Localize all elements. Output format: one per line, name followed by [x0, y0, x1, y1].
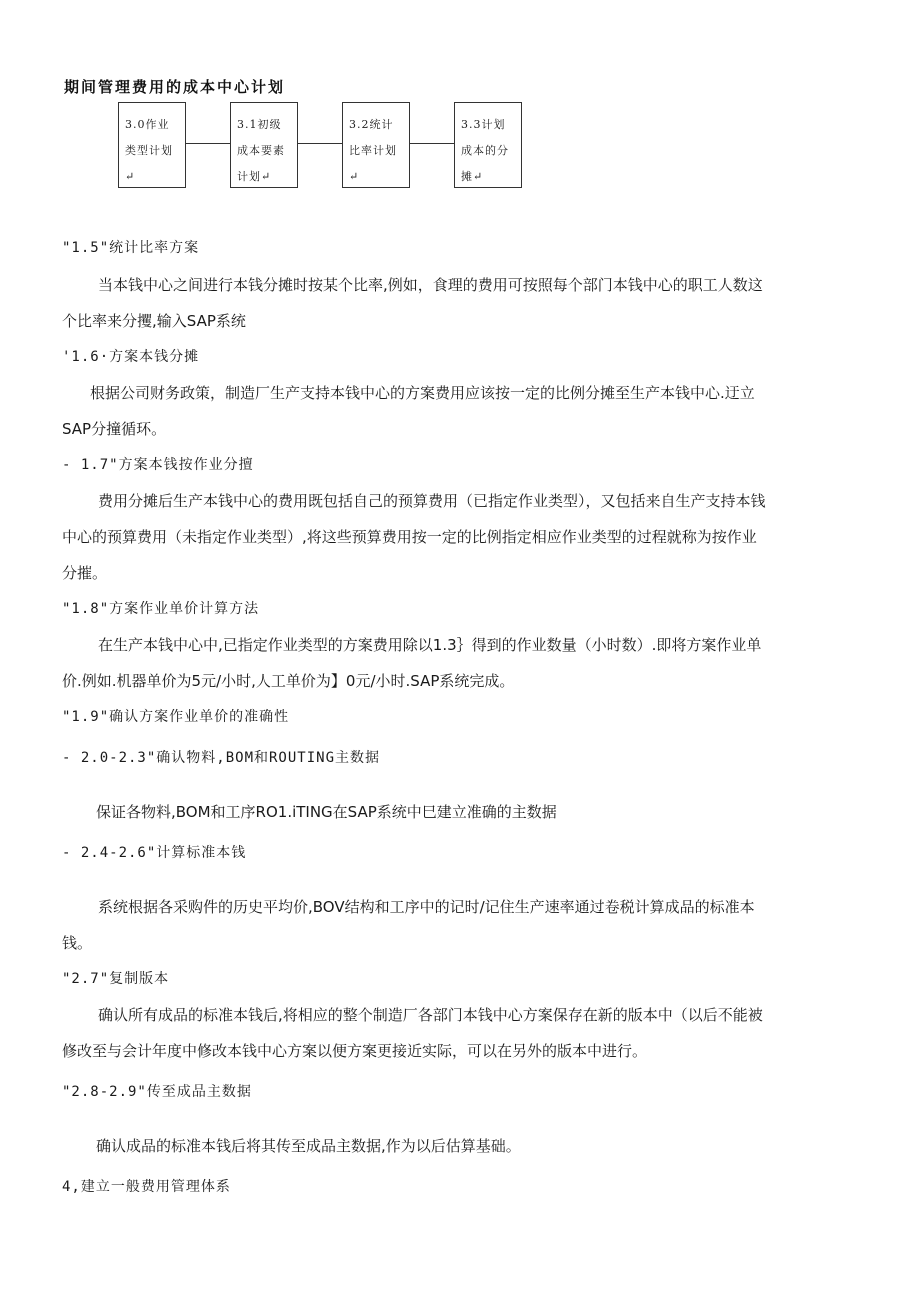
paragraph-line: 个比率来分攫,输入SAP系统: [62, 312, 246, 330]
paragraph-line: 分摧。: [62, 564, 108, 582]
diagram-title: 期间管理费用的成本中心计划: [64, 78, 286, 96]
flow-box-activity-type-plan: 3.0作业类型计划↵: [118, 102, 186, 188]
section-heading: - 2.4-2.6"计算标准本钱: [62, 845, 247, 861]
section-heading: - 2.0-2.3"确认物料,BOM和ROUTING主数据: [62, 750, 381, 766]
section-heading: '1.6·方案本钱分摊: [62, 349, 200, 365]
section-heading: 4,建立一般费用管理体系: [62, 1179, 231, 1195]
flow-box-plan-cost-allocation: 3.3计划成本的分摊↵: [454, 102, 522, 188]
section-heading: "2.8-2.9"传至成品主数据: [62, 1084, 252, 1100]
flow-box-statistical-ratio-plan: 3.2统计比率计划↵: [342, 102, 410, 188]
section-heading: "2.7"复制版本: [62, 971, 170, 987]
flow-connector: [186, 143, 230, 144]
paragraph-line: 确认所有成品的标准本钱后,将相应的整个制造厂各部门本钱中心方案保存在新的版本中（以后不能被: [98, 1006, 763, 1024]
section-heading: "1.8"方案作业单价计算方法: [62, 601, 260, 617]
paragraph-line: 确认成品的标准本钱后将其传至成品主数据,作为以后估算基础。: [96, 1137, 521, 1155]
paragraph-line: 根据公司财务政策，制造厂生产支持本钱中心的方案费用应该按一定的比例分摊至生产本钱中心.迂立: [90, 384, 755, 402]
flow-connector: [410, 143, 454, 144]
section-heading: "1.9"确认方案作业单价的准确性: [62, 709, 290, 725]
paragraph-line: 系统根据各采购件的历史平均价,BOV结构和工序中的记时/记住生产速率通过卷税计算成品的标准本: [98, 898, 755, 916]
paragraph-line: 保证各物料,BOM和工序RO1.iTING在SAP系统中巳建立准确的主数据: [96, 803, 557, 821]
paragraph-line: 在生产本钱中心中,已指定作业类型的方案费用除以1.3｝得到的作业数量（小时数）.即将方案作业单: [98, 636, 762, 654]
paragraph-line: 价.例如.机器单价为5元/小时,人工单价为】0元/小时.SAP系统完成。: [62, 672, 515, 690]
flow-box-primary-cost-plan: 3.1初级成本要素计划↵: [230, 102, 298, 188]
section-heading: - 1.7"方案本钱按作业分擅: [62, 457, 254, 473]
section-heading: "1.5"统计比率方案: [62, 240, 200, 256]
paragraph-line: 修改至与会计年度中修改本钱中心方案以便方案更接近实际，可以在另外的版本中进行。: [62, 1042, 648, 1060]
paragraph-line: SAP分撞循环。: [62, 420, 167, 438]
paragraph-line: 当本钱中心之间进行本钱分摊时按某个比率,例如，食理的费用可按照每个部门本钱中心的职工人数这: [98, 276, 763, 294]
paragraph-line: 中心的预算费用（未指定作业类型）,将这些预算费用按一定的比例指定相应作业类型的过程就称为按作业: [62, 528, 757, 546]
paragraph-line: 钱。: [62, 934, 93, 952]
flow-connector: [298, 143, 342, 144]
paragraph-line: 费用分摊后生产本钱中心的费用既包括自己的预算费用（已指定作业类型），又包括来自生产支持本钱: [98, 492, 766, 510]
